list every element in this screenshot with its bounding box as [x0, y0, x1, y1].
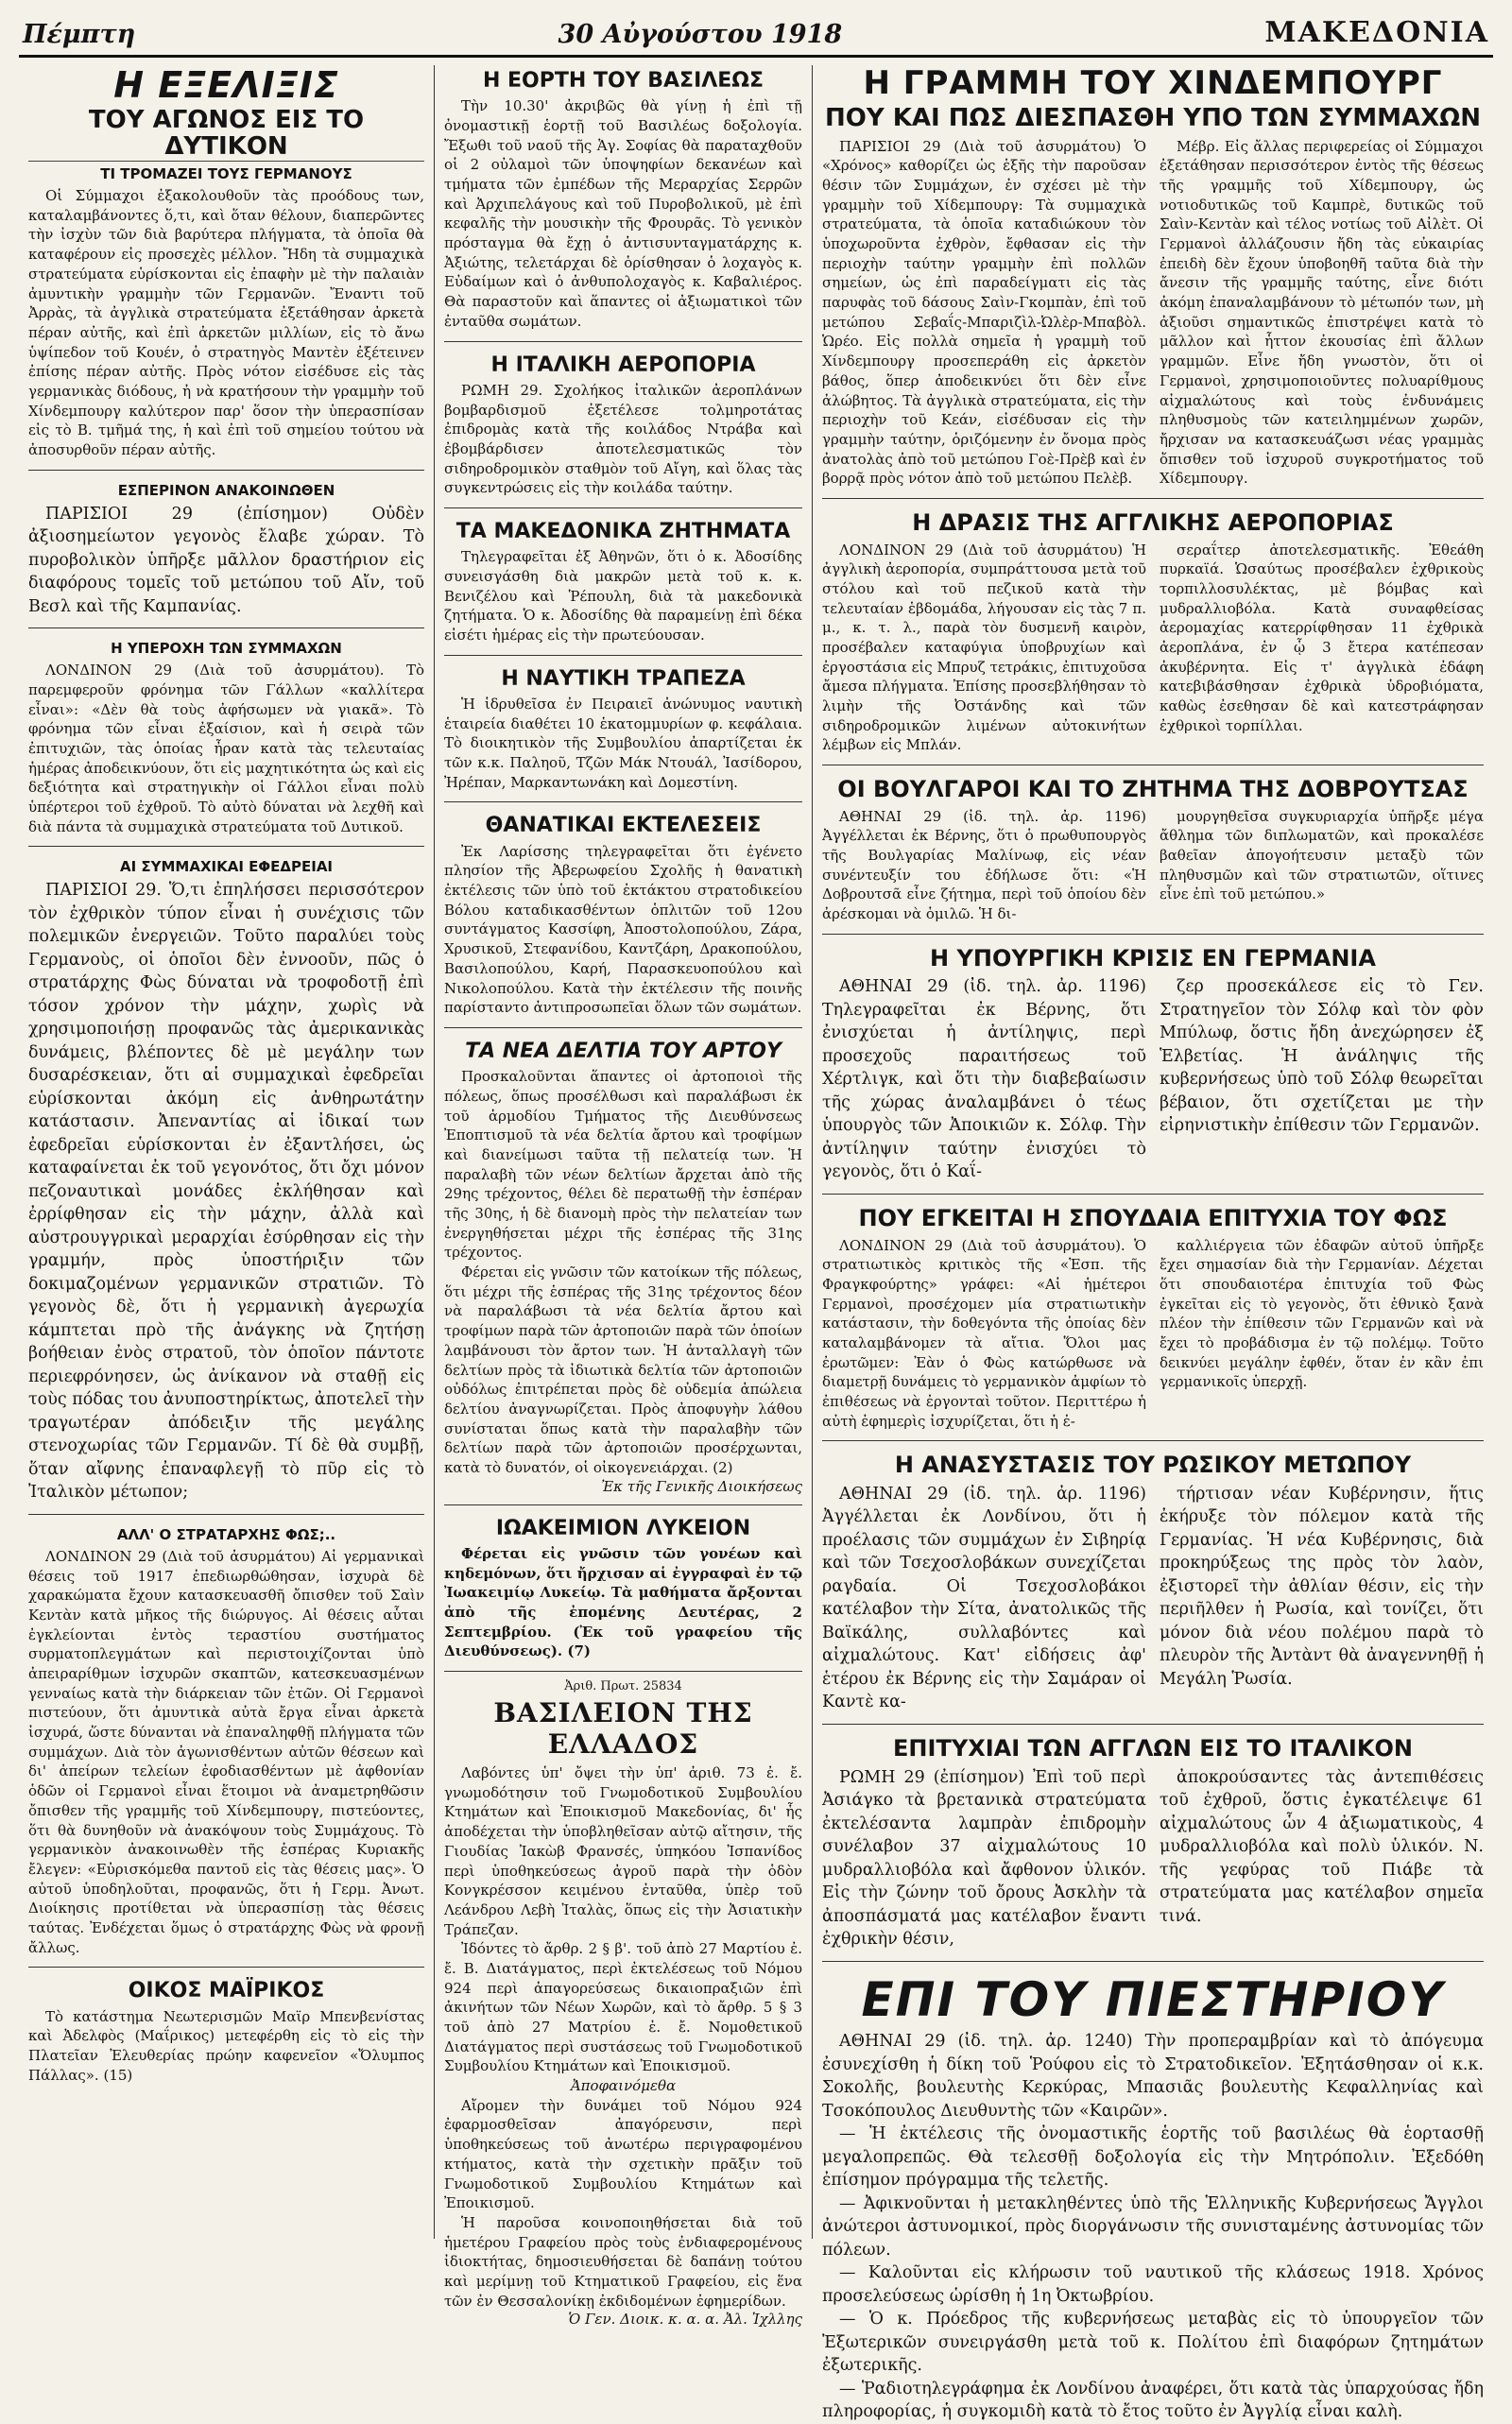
article-bread-coupons — [444, 1027, 802, 1495]
article-title: ΕΣΠΕΡΙΝΟΝ ΑΝΑΚΟΙΝΩΘΕΝ — [117, 481, 335, 499]
news-item: — Ἡ ἐκτέλεσις τῆς ὀνομαστικῆς ἑορτῆς τοῦ βασιλέως θὰ ἑορτασθῇ μεγαλοπρεπῶς. Θὰ τελεσθῇ δοξολογία εἰς τὴν Μητρόπολιν. Ἐξεδόθη ἐπίσημον πρόγραμμα τῆς τελετῆς. — [822, 2124, 1484, 2191]
article-body: Οἱ Σύμμαχοι ἐξακολουθοῦν τὰς προόδους των, καταλαμβάνοντες ὅ,τι, καὶ ὅταν θέλουν, διαπερῶντες τὴν ἰσχὺν τῶν διὰ βαρύτερα πλήγματα, τὰ ὁποῖα θὰ καταφέρουν εἰς προσεχὲς μέλλον. Ἤδη τὰ συμμαχικὰ στρατεύματα εὑρίσκονται εἰς ἐπαφὴν μὲ τὴν παλαιὰν ἀμυντικὴν γραμμὴν τῶν Γερμανῶν. Ἔναντι τοῦ Ἀρρὰς, τὰ ἀγγλικὰ στρατεύματα ἐξετάθησαν ἀρκετὰ πέραν αὐτῆς, καὶ ἐπὶ ἀρκετῶν μιλλίων, εἰς τὸ ἄνω ὑψίπεδον τοῦ Κουέν, ὁ στρατηγὸς Μαντὲν ἐξέτεινεν ἐπίσης πέραν αὐτῆς. Πρὸς νότον εἰσέδυσε εἰς τὰς γερμανικὰς διόδους, ἡ νὰ κρατήσουν τὴν γραμμὴν τοῦ Χίνδεμπουργ καλύτερον παρ' ὅσον τὴν ὑπερασπίσαν εἰς τὸ Β. τμῆμά της, ἡ καὶ ἐπὶ τοῦ σημείου τούτου νὰ ἀποσυρθοῦν πέραν αὐτῆς. — [28, 187, 424, 459]
article-body: Ἰδόντες τὸ ἄρθρ. 2 § β'. τοῦ ἀπὸ 27 Μαρτίου ἐ. ἔ. Β. Διατάγματος, περὶ ἐκτελέσεως τοῦ Νόμου 924 περὶ ἀπαγορεύσεως δικαιοπραξιῶν ἐπὶ ἀκινήτων τῶν Νέων Χωρῶν, καὶ τὸ ἄρθρ. 5 § 3 τοῦ ἀπὸ 27 Ματρίου ἐ. ἔ. Νομοθετικοῦ Διατάγματος περὶ συστάσεως τοῦ Γνωμοδοτικοῦ Συμβουλίου Κτημάτων καὶ Ἐποικισμοῦ. — [444, 1940, 802, 2075]
article-bulgarians-dobruja — [822, 765, 1484, 924]
article-body: Τὸ κατάστημα Νεωτερισμῶν Μαϊρ Μπενβενίστας καὶ Ἀδελφὸς (Μαΐρικος) μετεφέρθη εἰς τὸ εἰς τὴν Πλατεῖαν Ἐλευθερίας πρώην καφενεῖον «Ὄλυμπος Πάλλας». (15) — [28, 2007, 424, 2084]
column-1 — [19, 65, 435, 2239]
news-item: — Ὁ κ. Πρόεδρος τῆς κυβερνήσεως μεταβὰς εἰς τὸ ὑπουργεῖον τῶν Ἐξωτερικῶν συνειργάσθη μετὰ τοῦ κ. Πολίτου ἐπὶ διαφόρων ζητημάτων ἐξωτερικῆς. — [822, 2310, 1484, 2376]
article-body: ΠΑΡΙΣΙΟΙ 29. Ὅ,τι ἐπηλήσσει περισσότερον τὸν ἐχθρικὸν τύπον εἶναι ἡ συνέχισις τῶν πολεμικῶν ἐνεργειῶν. Τοῦτο παραλύει τοὺς Γερμανοὺς, οἱ ὁποῖοι δὲν ἐννοοῦν, πῶς ὁ στρατάρχης Φὼς δύναται νὰ τροφοδοτῇ ἐπὶ τόσον χρόνον τὴν μάχην, χωρὶς νὰ χρησιμοποιήσῃ προφανῶς τὰς ἀμερικανικὰς δυνάμεις, βλέποντες δὲ μὲ μεγάλην των δυσαρέσκειαν, ὅτι αἱ συμμαχικαὶ ἐφεδρεῖαι εὑρίσκονται ἀκόμη εἰς ἀνθηρωτάτην κατάστασιν. Ἀπεναντίας αἱ ἰδικαί των ἐφεδρεῖαι εὑρίσκονται ἐν ἐξαντλήσει, ὡς καταφαίνεται ἐκ τοῦ γεγονότος, ὅτι ὄχι μόνον πεζοναυτικαὶ μονάδες ἐκλήθησαν καὶ ἐρρίφθησαν εἰς τὴν μάχην, ἀλλὰ καὶ αὐστρουγγρικαὶ μεραρχίαι ἐσύρθησαν εἰς τὴν γραμμήν, πρὸς ὑποστήριξιν τῶν δοκιμαζομένων γερμανικῶν στρατιῶν. Τὸ γεγονὸς δὲ, ὅτι ἡ γερμανικὴ ἀγερωχία κάμπτεται πρὸ τῆς ἀνάγκης νὰ ζητήσῃ βοήθειαν ἐνὸς στρατοῦ, τὸν ὁποῖον πάντοτε περιεφρόνησεν, ὡς ἀνίκανον νὰ σταθῇ εἰς τοὺς πόδας του ἀνυποστηρίκτως, ἀποτελεῖ τὴν τραγωτέραν ἀπόδειξιν τῆς μεγάλης στενοχωρίας τῶν Γερμανῶν. Τί δὲ θὰ συμβῇ, ὅταν αἴφνης ἐπαναφλεγῇ τὸ πῦρ εἰς τὸ Ἰταλικὸν μέτωπον; — [28, 881, 424, 1503]
article-body: Τηλεγραφεῖται ἐξ Ἀθηνῶν, ὅτι ὁ κ. Ἀδοσίδης συνεισγάσθη διὰ μακρῶν μετὰ τοῦ κ. κ. Βενιζέλου καὶ Ῥέπουλη, διὰ τὰ μακεδονικὰ ζητήματα. Ὁ κ. Ἀδοσίδης θὰ παραμείνῃ ἐπὶ δέκα εἰσέτι ἡμέρας εἰς τὴν πρωτεύουσαν. — [444, 548, 802, 645]
article-body: ΛΟΝΔΙΝΟΝ 29 (Διὰ τοῦ ἀσυρμάτου) Αἱ γερμανικαὶ θέσεις τοῦ 1917 ἐπεδιωρθώθησαν, ἰσχυρὰ δὲ χαρακώματα ἔχουν κατασκευασθῆ ὄπισθεν τοῦ Σαὶν Κεντὰν κατὰ μῆκος τῆς διώρυγος. Αἱ θέσεις αὗται ἐγκλείονται ἐντὸς τεραστίου συστήματος συρματοπλεγμάτων καὶ περιστοιχίζονται ὑπὸ ἀπειραρίθμων ἰσχυρῶν σκαπτῶν, κατεσκευασμένων γενναίως κατὰ τὴν διάρκειαν τῶν ἐτῶν. Οἱ Γερμανοὶ πιστεύουν, ὅτι ἀμυντικὰ αὐτὰ ἔργα εἶναι ἀρκετὰ ἰσχυρά, ὥστε δύνανται νὰ ἐπαναληφθῇ πλήγματα τῶν συμμάχων. Διὰ τὸν ἀγωνισθέντων αὐτῶν θέσεων καὶ δι' ἀπείρων τελείων ἐφοδιασθέντων μὲ ἀφθονίαν ὁδῶν οἱ Γερμανοὶ εἶναι ἕτοιμοι νὰ ἀναμετρηθῶσιν ὄπισθεν τῆς γραμμῆς τοῦ Χίνδεμπουργ, πιστεύοντες, ὅτι θὰ δυνηθοῦν νὰ ἀνακόψουν τοὺς Συμμάχους. Τὸ γερμανικὸν ἀνακοινωθὲν τῆς ἑσπέρας Κυριακῆς ἔλεγεν: «Εὐρισκόμεθα παντοῦ εἰς τὰς θέσεις μας». Ὁ αὐτοῦ ὑποδηλοῦται, προφανῶς, ὅτι ἡ Γερμ. Ἀνωτ. Διοίκησις προτίθεται νὰ ὑπερασπίσῃ τὰς θέσεις ταύτας. Ἐνδέχεται ὅμως ὁ στρατάρχης Φὼς νὰ φρονῇ ἄλλως. — [28, 1547, 424, 1956]
article-body: Προσκαλοῦνται ἅπαντες οἱ ἀρτοποιοὶ τῆς πόλεως, ὅπως προσέλθωσι καὶ παραλάβωσι ἐκ τοῦ ἁρμοδίου Τμήματος τῆς Διευθύνσεως Ἐποπτισμοῦ τὰ νέα δελτία ἄρτου καὶ τροφίμων καὶ διανείμωσι ταῦτα τῇ πελατείᾳ των. Ἡ παραλαβὴ τῶν νέων δελτίων ἄρχεται ἀπὸ τῆς 29ης τρέχοντος, θέλει δὲ περατωθῇ τὴν ἑσπέραν τῆς 30ης, ἡ δὲ διανομὴ πρὸς τὴν πελατείαν των ἐνεργηθήσεται μέχρι τῆς ἑσπέρας τῆς 31ης τρέχοντος. — [444, 1068, 802, 1262]
column-3 — [813, 64, 1493, 2422]
article-subtitle: ΠΟΥ ΚΑΙ ΠΩΣ ΔΙΕΣΠΑΣΘΗ ΥΠΟ ΤΩΝ ΣΥΜΜΑΧΩΝ — [824, 103, 1482, 132]
two-column-body — [822, 1236, 1484, 1432]
article-body-right: καλλιέργεια τῶν ἐδαφῶν αὐτοῦ ὑπῆρξε ἔχει σημασίαν διὰ τὴν Γερμανίαν. Δέχεται ὅτι σπουδαιοτέρα ἐπιτυχία τοῦ Φὼς ἐγκεῖται εἰς τὸ γεγονὸς, ὅτι ἐθνικὸ ξανὰ πλέον τὴν ἐπίθεσιν τῶν Γερμανῶν καὶ νὰ ἔχει τὸ προβάδισμα ἐν τῷ πολέμῳ. Τοῦτο δεικνύει μεγάλην ἐφθέν, ὅταν ἐν κἂν ἐπι γερμανικοῖς ὑπερχῇ. — [1160, 1236, 1484, 1391]
article-title: ΟΙ ΒΟΥΛΓΑΡΟΙ ΚΑΙ ΤΟ ΖΗΤΗΜΑ ΤΗΣ ΔΟΒΡΟΥΤΣΑΣ — [837, 776, 1469, 803]
article-mairikos-house — [28, 1967, 424, 2085]
article-body: Τὴν 10.30' ἀκριβῶς θὰ γίνῃ ἡ ἐπὶ τῇ ὀνομαστικῇ ἑορτῇ τοῦ Βασιλέως δοξολογία. Ἔξωθι τοῦ ναοῦ τῆς Ἁγ. Σοφίας θὰ παραταχθοῦν οἱ 2 οὐλαμοὶ τῶν ὑποψηφίων δεκανέων καὶ τμήματα τῶν ἐμπέδων τῆς Μεραρχίας Σερρῶν καὶ Ἀρχιπελάγους καὶ τοῦ Πυροβολικοῦ, μὲ ἐπὶ κεφαλῆς τὴν μουσικὴν τῆς Φρουρᾶς. Τὸ γενικὸν πρόσταγμα θὰ ἔχῃ ὁ ἀντισυνταγματάρχης κ. Ἀξιώτης, τελετάρχαι δὲ ὁρίσθησαν ὁ λοχαγὸς κ. Εὐδαίμων καὶ ὁ ἀνθυπολοχαγὸς κ. Καβαλιέρος. Θὰ παραστοῦν καὶ ἅπαντες οἱ ἀξιωματικοὶ τῶν ἐνταῦθα σωμάτων. — [444, 97, 802, 330]
column-2 — [435, 65, 813, 2329]
news-item: — Ἀφικνοῦνται ἡ μετακληθέντες ὑπὸ τῆς Ἑλληνικῆς Κυβερνήσεως Ἄγγλοι ἀνώτεροι ἀστυνομικοί, πρὸς διοργάνωσιν τῆς συνισταμένης ἀστυνομίας τῶν πόλεων. — [822, 2193, 1484, 2260]
article-body: Ἡ ἱδρυθεῖσα ἐν Πειραιεῖ ἀνώνυμος ναυτικὴ ἑταιρεία διαθέτει 10 ἑκατομμυρίων φ. κεφάλαια. Τὸ διοικητικὸν τῆς Συμβουλίου ἀπαρτίζεται ἐκ τῶν κ.κ. Παληοῦ, Τζῶν Μάκ Ντουάλ, Ἰασίδορου, Ἠρέπαν, Μαρκαντωνάκη καὶ Δομεστίνη. — [444, 696, 802, 791]
article-allied-reserves — [28, 846, 424, 1504]
article-allied-superiority — [28, 627, 424, 836]
two-column-body — [822, 137, 1484, 489]
article-signature: Ὁ Γεν. Διοικ. κ. α. α. Ἀλ. Ἰχλλης — [568, 2311, 802, 2329]
decision-heading: Ἀποφαινόμεθα — [570, 2077, 677, 2095]
article-macedonian-issues — [444, 507, 802, 645]
article-body-left: ΑΘΗΝΑΙ 29 (ἰδ. τηλ. ἀρ. 1196) Τηλεγραφεῖται ἐκ Βέρνης, ὅτι ἐνισχύεται ἡ ἀντίληψις, περὶ προσεχοῦς παραιτήσεως τοῦ Χέρτλιγκ, καὶ ὅτι τὴν διαβεβαίωσιν τῆς χώρας ἀναλαμβάνει ὁ τέως ὑπουργὸς τῶν Ἀποικιῶν κ. Σόλφ. Τὴν ἀντίληψιν ταύτην ἐνισχύει τὸ γεγονὸς, ὅτι ὁ Καΐ- — [822, 977, 1146, 1182]
article-english-aviation — [822, 498, 1484, 755]
article-subtitle: ΤΟΥ ΑΓΩΝΟΣ ΕΙΣ ΤΟ ΔΥΤΙΚΟΝ — [28, 107, 424, 162]
news-item: — Καλοῦνται εἰς κλήρωσιν τοῦ ναυτικοῦ τῆς κλάσεως 1918. Χρόνος προσελεύσεως ὡρίσθη ἡ 1η Ὀκτωβρίου. — [822, 2263, 1484, 2306]
article-title: ΙΩΑΚΕΙΜΙΟΝ ΛΥΚΕΙΟΝ — [495, 1516, 751, 1540]
article-body-right: σεραΐτερ ἀποτελεσματικῆς. Ἐθεάθη πυρκαϊά. Ὡσαύτως προσέβαλεν ἐχθρικοὺς τορπιλλοσυλέκτας, μὲ βόμβας καὶ μυδραλλιοβόλα. Κατὰ συναφθείσας ἀερομαχίας κατερρίφθησαν 11 ἐχθρικὰ ἀεροπλάνα, ἐν ᾧ 3 ἔτερα κατέπεσαν ἀκυβέρνητα. Εἰς τ' ἀγγλικὰ ἐδάφη κατεβιβάσθησαν ἐχθρικὰ ὑδροβιόματα, καθὼς ἐσεθησαν δὲ καὶ κατεστράφησαν ἐχθρικοὶ τορπίλλαι. — [1160, 541, 1484, 734]
two-column-body — [822, 1483, 1484, 1714]
article-title: ΘΑΝΑΤΙΚΑΙ ΕΚΤΕΛΕΣΕΙΣ — [485, 814, 762, 838]
article-body: Λαβόντες ὑπ' ὄψει τὴν ὑπ' ἀριθ. 73 ἐ. ἔ. γνωμοδότησιν τοῦ Γνωμοδοτικοῦ Συμβουλίου Κτημάτων καὶ Ἐποικισμοῦ Μακεδονίας, δι' ἧς ἀποδέχεται τὴν ὑποβληθεῖσαν αὐτῷ αἴτησιν, τῆς Γιουδίας Ἰακὼβ Φρανσές, ὑπηκόου Ἰσπανίδος περὶ ὑποθηκεύσεως ἀγροῦ παρὰ τὴν ὁδὸν Κονγκρέσσον κειμένου ἐνταῦθα, ὑπὲρ τοῦ Λεάνδρου Λεβὴ Ἰταλὰς, ὅπως εἰς τὴν Ἀσιατικὴν Τράπεζαν. — [444, 1764, 802, 1938]
article-title: Η ΝΑΥΤΙΚΗ ΤΡΑΠΕΖΑ — [501, 666, 746, 691]
article-body: ΑΘΗΝΑΙ 29 (ἰδ. τηλ. ἀρ. 1240) Τὴν προπεραμβρίαν καὶ τὸ ἀπόγευμα ἐσυνεχίσθη ἡ δίκη τοῦ Ῥούφου εἰς τὸ Στρατοδικεῖον. Ἐξητάσθησαν οἱ κ.κ. Σοκολῆς, βουλευτὴς Κερκύρας, Μπασιᾶς βουλευτὴς Κεφαλληνίας καὶ Τσοκόπουλος Διευθυντὴς τῶν «Καιρῶν». — [822, 2032, 1484, 2121]
news-item: — Ῥαδιοτηλεγράφημα ἐκ Λονδίνου ἀναφέρει, ὅτι κατὰ τὰς ὑπαρχούσας ἤδη πληροφορίας, ἡ συγκομιδὴ κατὰ τὸ ἔτος τοῦτο ἐν Ἀγγλίᾳ εἶναι καλὴ. — [822, 2379, 1484, 2422]
article-title: Η ΕΞΕΛΙΞΙΣ — [113, 64, 339, 106]
article-ioakeimion-lyceum — [444, 1504, 802, 1661]
article-title: ΟΙΚΟΣ ΜΑΪΡΙΚΟΣ — [128, 1979, 325, 2003]
article-title: ΤΑ ΝΕΑ ΔΕΛΤΙΑ ΤΟΥ ΑΡΤΟΥ — [465, 1039, 782, 1063]
article-naval-bank — [444, 655, 802, 793]
article-body-right: τήρτισαν νέαν Κυβέρνησιν, ἥτις ἐκήρυξε τὸν πόλεμον κατὰ τῆς Γερμανίας. Ἡ νέα Κυβέρνησις, διὰ προκηρύξεως της πρὸς τὸν λαὸν, ἐξιστορεῖ τὴν ἀθλίαν θέσιν, εἰς τὴν περιῆλθεν ἡ Ρωσία, καὶ τονίζει, ὅτι μόνον διὰ νέου πολέμου παρὰ τὸ πλευρὸν τῆς Ἀντὰντ θὰ ἀναγεννηθῇ ἡ Μεγάλη Ῥωσία. — [1160, 1484, 1484, 1689]
masthead-date: 30 Αὐγούστου 1918 — [558, 20, 843, 49]
article-body: ΠΑΡΙΣΙΟΙ 29 (ἐπίσημον) Οὐδὲν ἀξιοσημείωτον γεγονὸς ἔλαβε χώραν. Τὸ πυροβολικὸν ὑπῆρξε μᾶλλον δραστήριον εἰς διαφόρους τομεῖς τοῦ μετώπου τοῦ Αἴν, τοῦ Βεσλ καὶ τῆς Καμπανίας. — [28, 504, 424, 616]
two-column-body — [822, 975, 1484, 1184]
masthead — [19, 17, 1493, 58]
article-body-left: ΑΘΗΝΑΙ 29 (ἰδ. τηλ. ἀρ. 1196) Ἀγγέλλεται ἐκ Λονδίνου, ὅτι ἡ προέλασις τῶν συμμάχων ἐν Σιβηρίᾳ καὶ τῶν Τσεχοσλοβάκων συνεχίζεται ραγδαία. Οἱ Τσεχοσλοβάκοι κατέλαβον τὴν Σίτα, ἀνατολικῶς τῆς Βαϊκάλης, συλλαβόντες καὶ αἰχμαλώτους. Κατ' εἰδήσεις ἀφ' ἑτέρου ἐκ Βέρνης εἰς τὴν Σαμάραν οἱ Καντὲ κα- — [822, 1484, 1146, 1712]
article-body-right: ζερ προσεκάλεσε εἰς τὸ Γεν. Στρατηγεῖον τὸν Σόλφ καὶ τὸν φὸν Μπύλωφ, ὅστις ἤδη ἀνεχώρησεν ἐξ Ἑλβετίας. Ἡ ἀνάληψις τῆς κυβερνήσεως ὑπὸ τοῦ Σόλφ θεωρεῖται βέβαιον, ὅτι σχετίζεται με τὴν εἰρηνιστικὴν ἐπίθεσιν τῶν Γερμανῶν. — [1160, 977, 1484, 1136]
masthead-paper-name: ΜΑΚΕΔΟΝΙΑ — [1264, 16, 1489, 49]
article-evolution — [28, 64, 424, 460]
article-body-left: ΛΟΝΔΙΝΟΝ 29 (Διὰ τοῦ ἀσυρμάτου). Ὁ στρατιωτικὸς κριτικὸς τῆς «Ἑσπ. τῆς Φραγκφούρτης» γράφει: «Αἱ ἡμέτεροι Γερμανοὶ, προσέχομεν μία στρατιωτικὴν κατάστασιν, τὴν δοθεγόντα τῆς ὁποίας δὲν καταλαμβάνομεν τὰ αἴτια. Ὅλοι μας ἐρωτῶμεν: Ἐὰν ὁ Φὼς κατώρθωσε νὰ διαμετρῇ δυνάμεις τὸ γερμανικὸν ἀμφίων τὸ ἐπιθέσεως νὰ ἐργονταὶ τοῦτον. Περιττέρω ἡ αὐτὴ ἐφημερὶς ἰσχυρίζεται, ὅτι ἡ ἐ- — [822, 1236, 1146, 1430]
article-body-left: ΑΘΗΝΑΙ 29 (ἰδ. τηλ. ἀρ. 1196) Ἀγγέλλεται ἐκ Βέρνης, ὅτι ὁ πρωθυπουργὸς τῆς Βουλγαρίας Μαλίνωφ, εἰς νέαν συνέντευξίν του ἐδήλωσε ὅτι: «Ἡ Δοβρουτσᾶ εἶνε ζήτημα, περὶ τοῦ ὁποίου δὲν ἀρέσκομαι νὰ ὁμιλῶ. Ἡ δι- — [822, 807, 1146, 923]
article-body: Φέρεται εἰς γνῶσιν τῶν γονέων καὶ κηδεμόνων, ὅτι ἤρχισαν αἱ ἐγγραφαὶ ἐν τῷ Ἰωακειμίῳ Λυκείῳ. Τὰ μαθήματα ἄρξονται ἀπὸ τῆς ἐπομένης Δευτέρας, 2 Σεπτεμβρίου. (Ἐκ τοῦ γραφείου τῆς Διευθύνσεως). (7) — [444, 1544, 802, 1660]
article-executions — [444, 801, 802, 1017]
article-body-left: ΠΑΡΙΣΙΟΙ 29 (Διὰ τοῦ ἀσυρμάτου) Ὁ «Χρόνος» καθορίζει ὡς ἑξῆς τὴν παροῦσαν θέσιν τῶν Συμμάχων, ἐν σχέσει μὲ τὴν γραμμὴν τοῦ Χίδεμπουργ: Τὰ συμμαχικὰ στρατεύματα, τὰ ὁποῖα καταδιώκουν τὸν ὑποχωροῦντα ἐχθρὸν, ἔφθασαν εἰς τὴν περιοχὴν ταύτην γραμμὴν ἐπὶ πολλῶν σημείων, ὡς ἐπὶ παραδείγματι εἰς τὰς παρυφὰς τοῦ δάσους Σαὶν-Γκομπὰν, ἐπὶ τοῦ μετώπου Σεβαΐς-Μπαριζὶλ-Ὠλὲρ-Μπαβὸλ. Ὡρέο. Εἰς πολλὰ σημεῖα ἡ γραμμὴ τοῦ Χίνδεμπουργ προσεπεράθη εἰς ἀρκετὸν βάθος, ὅπερ ἀποδεικνύει ὅτι δὲν εἶνε ἀλώβητος. Τὰ ἀγγλικὰ στρατεύματα, εἰς τὴν περιοχὴν τοῦ Κεάν, εἰσέδυσαν εἰς τὴν γραμμὴν ταύτην, ὁριζόμενην ἐν ὄνομα πρὸς ἀνατολὰς ἀπὸ τοῦ μετώπου Γοὲ-Πρὲβ καὶ ἐν βορρᾷ πρὸς νότον ἀπὸ τοῦ μετώπου Πελὲβ. — [822, 137, 1146, 488]
article-title: Η ΑΝΑΣΥΣΤΑΣΙΣ ΤΟΥ ΡΩΣΙΚΟΥ ΜΕΤΩΠΟΥ — [894, 1452, 1412, 1479]
article-italian-front — [822, 1724, 1484, 1951]
article-hindenburg-line — [822, 64, 1484, 489]
article-title: ΒΑΣΙΛΕΙΟΝ ΤΗΣ ΕΛΛΑΔΟΣ — [493, 1697, 753, 1761]
article-body: Ἡ παροῦσα κοινοποιηθήσεται διὰ τοῦ ἡμετέρου Γραφείου πρὸς τοὺς ἐνδιαφερομένους ἰδιοκτήτας, δημοσιευθήσεται δὲ δαπάνῃ τούτου καὶ μερίμνῃ τοῦ Κτηματικοῦ Γραφείου, εἰς ἕνα τῶν ἐν Θεσσαλονίκῃ ἐκδιδομένων ἐφημερίδων. — [444, 2213, 802, 2310]
masthead-day: Πέμπτη — [23, 20, 136, 49]
article-body: Φέρεται εἰς γνῶσιν τῶν κατοίκων τῆς πόλεως, ὅτι μέχρι τῆς ἑσπέρας τῆς 31ης τρέχοντος δέον νὰ παραλάβωσι τὰ νέα δελτία ἄρτου καὶ τροφίμων παρὰ τῶν ἀρτοποιῶν παρὰ τῶν ὁποίων λαμβάνουσι τὸν ἄρτον των. Ἡ ἀνταλλαγὴ τῶν δελτίων πρὸς τὰ ἰδιωτικὰ δελτία τῶν ἀρτοποιῶν οὐδόλως ἐπιτρέπεται πρὸς δὲ οὐδεμία ἀπώλεια δελτίου ἀναγνωρίζεται. Πρὸς ἀποφυγὴν λάθου συνίσταται ὅπως κατὰ τὴν παραλαβὴν τῶν δελτίων παρὰ τῶν ἀρτοποιῶν προσέρχωνται, κατὰ τὸ δυνατόν, οἱ οἰκογενειάρχαι. (2) — [444, 1264, 802, 1476]
article-body-left: ΛΟΝΔΙΝΟΝ 29 (Διὰ τοῦ ἀσυρμάτου) Ἡ ἀγγλικὴ ἀεροπορία, συμπράττουσα μετὰ τοῦ στόλου καὶ τοῦ πεζικοῦ κατὰ τὴν τελευταίαν ἑβδομάδα, λήγουσαν εἰς τὰς 7 π. μ., κ. τ. λ., παρὰ τὸν δυσμενῆ καιρὸν, προσέβαλεν καταφύγια ὑποβρυχίων καὶ ἐργοστάσια εἰς Μπρυζ τετράκις, ἐπιτυχοῦσα ἄμεσα πλήγματα. Ἐπίσης προσεβλήθησαν τὸ λιμὴν τῆς Ὀστάνδης καὶ τῶν σιδηροδρομικῶν λιμένων αὐτοκινήτων λέμβων εἰς Μπλάν. — [822, 541, 1146, 754]
newspaper-page — [19, 16, 1493, 2422]
article-body-right: ἀποκρούσαντες τὰς ἀντεπιθέσεις τοῦ ἐχθροῦ, ὅστις ἐγκατέλειψε 61 αἰχμαλώτους ὧν 4 ἀξιωματικοὺς, 4 μυδραλλιοβόλα καὶ πολὺ ὑλικόν. Ν. τῆς γεφύρας τοῦ Πιάβε τὰ στρατεύματα μας κατέλαβον σημεῖα τινά. — [1160, 1767, 1484, 1926]
article-body-left: ΡΩΜΗ 29 (ἐπίσημον) Ἐπὶ τοῦ περὶ Ἀσιάγκο τὰ βρετανικὰ στρατεύματα ἐκτελέσαντα λαμπρὰν ἐπιδρομὴν συνέλαβον 37 αἰχμαλώτους 10 μυδραλλιοβόλα καὶ ἄφθονον ὑλικόν. Εἰς τὴν ζώνην τοῦ ὄρους Ἀσκλὴν τὰ ἀποσπάσματά μας κατέλαβον ἔναντι ἐχθρικὴν θέσιν, — [822, 1767, 1146, 1950]
article-title: Η ΥΠΟΥΡΓΙΚΗ ΚΡΙΣΙΣ ΕΝ ΓΕΡΜΑΝΙΑ — [930, 944, 1376, 971]
article-body: Ἐκ Λαρίσσης τηλεγραφεῖται ὅτι ἐγένετο πλησίον τῆς Ἀβερωφείου Σχολῆς ἡ θανατικὴ ἐκτέλεσις τῶν ὑπὸ τοῦ ἐκτάκτου στρατοδικείου Βόλου καταδικασθέντων ὁπλιτῶν τοῦ 12ου συντάγματος Κασσίφη, Ἀποστολοπούλου, Ζάρα, Χρυσικοῦ, Στεφανίδου, Καντζάρη, Δρακοπούλου, Βασιλοπούλου, Καρή, Παρασκευοπούλου καὶ Νικολοπούλου. Κατὰ τὴν ἐκτέλεσιν τῆς ποινῆς παρίσταντο ἀντιπροσωπεῖαι ὅλων τῶν σωμάτων. — [444, 842, 802, 1017]
article-kingdom-notice — [444, 1671, 802, 2328]
article-body: ΛΟΝΔΙΝΟΝ 29 (Διὰ τοῦ ἀσυρμάτου). Τὸ παρεμφεροῦν φρόνημα τῶν Γάλλων «καλλίτερα εἶναι»: «Δὲν θὰ τοὺς ἀφήσωμεν νὰ γιακᾶ». Τὸ φρόνημα τῶν εἶναι ἐξαίσιον, καὶ ἡ σειρὰ τῶν ἐπιτυχιῶν, τὰς ὁποίας ἦραν κατὰ τὰς τελευταίας ἡμέρας ἀποδεικνύουν, ὅτι εἰς μαχητικότητα ὡς καὶ εἰς δεξιότητα καὶ στρατηγικὴν οἱ Γάλλοι εἶναι πολὺ ὑπέρτεροι τοῦ ἐχθροῦ. Τὸ αὐτὸ δύναται νὰ λεχθῆ καὶ διὰ πάντα τὰ συμμαχικὰ στρατεύματα τοῦ Δυτικοῦ. — [28, 662, 424, 835]
article-on-the-press — [822, 1961, 1484, 2424]
article-signature: Ἐκ τῆς Γενικῆς Διοικήσεως — [601, 1477, 802, 1495]
article-marshal-foch — [28, 1514, 424, 1957]
article-title: ΕΠΙ ΤΟΥ ΠΙΕΣΤΗΡΙΟΥ — [861, 1971, 1445, 2027]
article-body-right: Μέβρ. Εἰς ἄλλας περιφερείας οἱ Σύμμαχοι ἐξετάθησαν περισσότερον ἐντὸς τῆς θέσεως τῆς γραμμῆς τοῦ Χίδεμπουργ, ὡς νοτιοδυτικῶς τοῦ Καμπρὲ, δυτικῶς τοῦ Σαὶν-Κεντὰν καὶ τέλος νοτίως τοῦ Αἰλὲτ. Οἱ Γερμανοὶ ἀλλάζουσιν ἤδη τὰς εὐκαιρίας ἐπειδὴ δὲν ἔχουν ὑποβοηθῆ ταῦτα διὰ τὴν ἄνεσιν τῆς γραμμῆς ταύτης, εἶνε διότι ἀκόμη ἐπαναλαμβάνουν τὸ μέτωπόν των, μὴ ἀξιοῦσι σημαντικῶς ἐπιστρέψει κατὰ τὸ μᾶλλον καὶ ἧττον ἐκουσίας ἐπὶ ἄλλων γραμμῶν. Εἶνε ἤδη γνωστὸν, ὅτι οἱ Γερμανοὶ, χρησιμοποιοῦντες πολυαρίθμους αἰχμαλώτους καὶ τοὺς ἐνδυνάμεις πληθυσμοὺς τῶν κατειλημμένων χωρῶν, ἤρχισαν να κατασκευάζωσι νέας γραμμὰς ὄπισθεν τοῦ ἰσχυροῦ συγκροτήματος τοῦ Χίδεμπουργ. — [1160, 137, 1484, 488]
article-title: Η ΙΤΑΛΙΚΗ ΑΕΡΟΠΟΡΙΑ — [490, 352, 756, 377]
two-column-body — [822, 1766, 1484, 1951]
protocol-number: Ἀριθ. Πρωτ. 25834 — [564, 1679, 682, 1694]
two-column-body — [822, 541, 1484, 756]
article-title: Η ΔΡΑΣΙΣ ΤΗΣ ΑΓΓΛΙΚΗΣ ΑΕΡΟΠΟΡΙΑΣ — [912, 508, 1394, 536]
article-italian-aviation — [444, 341, 802, 498]
article-title: Η ΕΟΡΤΗ ΤΟΥ ΒΑΣΙΛΕΩΣ — [482, 69, 765, 93]
article-title: ΠΟΥ ΕΓΚΕΙΤΑΙ Η ΣΠΟΥΔΑΙΑ ΕΠΙΤΥΧΙΑ ΤΟΥ ΦΩΣ — [858, 1204, 1448, 1231]
article-foch-success — [822, 1194, 1484, 1431]
columns — [19, 64, 1493, 2422]
two-column-body — [822, 807, 1484, 924]
article-kicker: ΤΙ ΤΡΟΜΑΖΕΙ ΤΟΥΣ ΓΕΡΜΑΝΟΥΣ — [100, 165, 352, 183]
article-body: ΡΩΜΗ 29. Σχολήκος ἰταλικῶν ἀεροπλάνων βομβαρδισμοῦ ἐξετέλεσε τολμηροτάτας ἐπιδρομὰς κατὰ τῆς κοιλάδος Ντράβα καὶ ἐβομβάρδισεν ἀποτελεσματικῶς τὸν σιδηροδρομικὸν σταθμὸν τοῦ Αἴγη, καὶ ὅλας τὰς συγκεντρώσεις εἰς τὴν κοιλάδα ταύτην. — [444, 381, 802, 497]
article-kings-feast — [444, 69, 802, 332]
article-title: ΤΑ ΜΑΚΕΔΟΝΙΚΑ ΖΗΤΗΜΑΤΑ — [455, 519, 791, 543]
article-german-cabinet-crisis — [822, 934, 1484, 1184]
article-evening-communique — [28, 470, 424, 619]
article-title: Η ΥΠΕΡΟΧΗ ΤΩΝ ΣΥΜΜΑΧΩΝ — [111, 640, 342, 658]
article-title: ΑΙ ΣΥΜΜΑΧΙΚΑΙ ΕΦΕΔΡΕΙΑΙ — [119, 858, 334, 876]
article-russian-front — [822, 1440, 1484, 1714]
article-body: Αἴρομεν τὴν δυνάμει τοῦ Νόμου 924 ἐφαρμοσθεῖσαν ἀπαγόρευσιν, περὶ ὑποθηκεύσεως τοῦ ἀνωτέρω περιγραφομένου κτήματος, κατὰ τὴν σχετικὴν πρᾶξιν τοῦ Γνωμοδοτικοῦ Συμβουλίου Κτημάτων καὶ Ἐποικισμοῦ. — [444, 2096, 802, 2212]
article-body-right: μουργηθεῖσα συγκυριαρχία ὑπῆρξε μέγα ἄθλημα τῶν διπλωματῶν, καὶ προκαλέσε βαθεῖαν ἀπογοήτευσιν μεταξὺ τῶν πληθυσμῶν καὶ τῶν στρατιωτῶν, οἵτινες εἶνε ἐπὶ τοῦ μετώπου.» — [1160, 807, 1484, 903]
article-title: Η ΓΡΑΜΜΗ ΤΟΥ ΧΙΝΔΕΜΠΟΥΡΓ — [863, 64, 1443, 102]
article-title: ΑΛΛ' Ο ΣΤΡΑΤΑΡΧΗΣ ΦΩΣ;.. — [116, 1525, 336, 1543]
article-title: ΕΠΙΤΥΧΙΑΙ ΤΩΝ ΑΓΓΛΩΝ ΕΙΣ ΤΟ ΙΤΑΛΙΚΟΝ — [893, 1734, 1413, 1762]
